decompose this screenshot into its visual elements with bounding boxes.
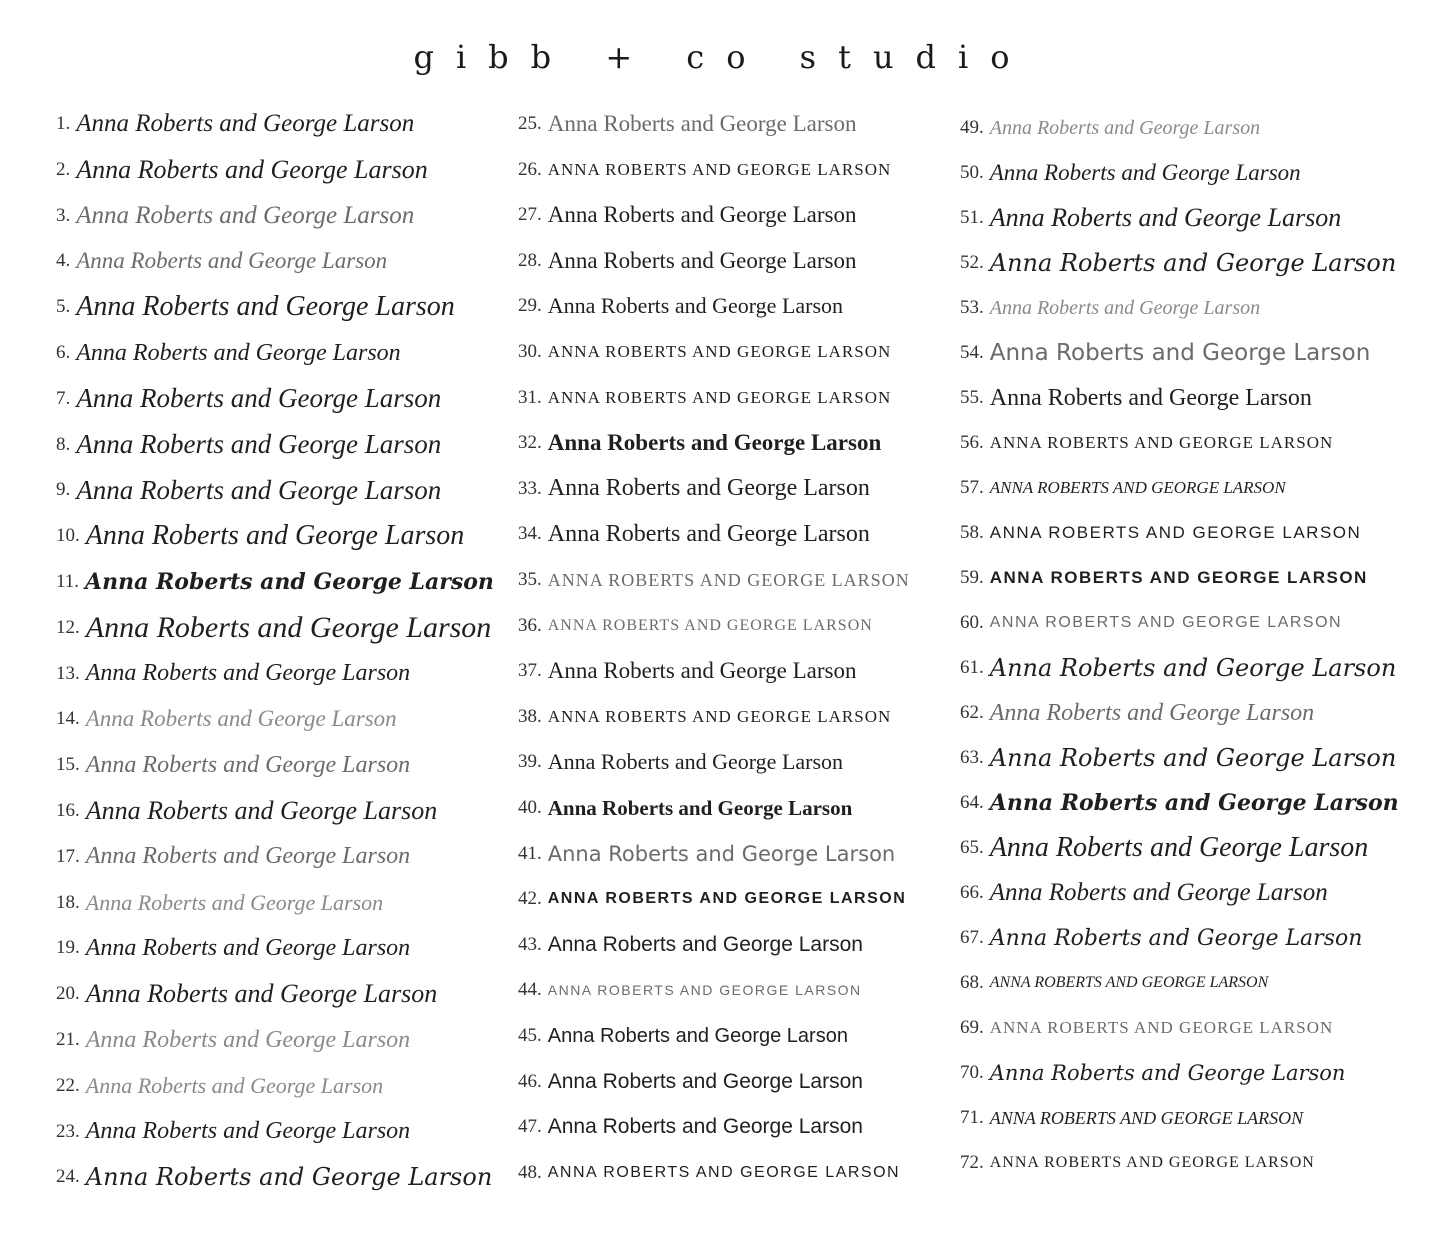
font-sample-text: Anna Roberts and George Larson [85, 979, 438, 1009]
font-sample-row [56, 974, 496, 1014]
font-sample-text: Anna Roberts and George Larson [76, 291, 455, 323]
font-sample-text: Anna Roberts and George Larson [85, 843, 411, 870]
font-sample-row [518, 1153, 918, 1193]
font-sample-row [56, 470, 496, 510]
font-number: 44. [518, 979, 542, 1001]
font-sample-text: Anna Roberts and George Larson [547, 293, 844, 319]
font-sample-text: Anna Roberts and George Larson [85, 569, 494, 595]
font-sample-text: Anna Roberts and George Larson [76, 154, 428, 184]
font-sample-row [518, 1062, 918, 1102]
font-sample-text: Anna Roberts and George Larson [547, 841, 896, 866]
font-number: 25. [518, 113, 542, 134]
font-sample-row [518, 651, 918, 691]
font-sample-row [960, 603, 1400, 643]
font-sample-row [518, 970, 918, 1010]
font-sample-row [56, 562, 496, 602]
font-sample-row [518, 423, 918, 463]
font-sample-text: ANNA ROBERTS AND GEORGE LARSON [989, 1018, 1334, 1037]
font-number: 49. [960, 117, 984, 138]
font-sample-text: Anna Roberts and George Larson [989, 744, 1397, 772]
font-sample-row [518, 104, 918, 144]
font-sample-text: Anna Roberts and George Larson [989, 832, 1369, 863]
font-sample-row [518, 241, 918, 281]
font-number: 28. [518, 249, 542, 271]
font-sample-row [518, 1016, 918, 1056]
font-sample-row [56, 745, 496, 785]
font-sample-text: Anna Roberts and George Larson [85, 751, 411, 778]
font-sample-row [518, 879, 918, 919]
font-sample-row [56, 196, 496, 236]
font-sample-row [56, 104, 496, 144]
font-sample-row [960, 378, 1400, 418]
font-sample-text: Anna Roberts and George Larson [989, 384, 1312, 411]
font-number: 41. [518, 842, 542, 864]
font-number: 45. [518, 1025, 542, 1046]
font-number: 6. [56, 342, 71, 363]
font-sample-text: Anna Roberts and George Larson [85, 610, 492, 644]
font-sample-row [518, 925, 918, 965]
font-sample-text: ANNA ROBERTS AND GEORGE LARSON [989, 614, 1343, 631]
font-sample-text: ANNA ROBERTS AND GEORGE LARSON [989, 523, 1362, 542]
font-sample-text: Anna Roberts and George Larson [989, 699, 1315, 726]
font-sample-row [56, 1112, 496, 1152]
font-number: 65. [960, 837, 984, 858]
font-sample-text: ANNA ROBERTS AND GEORGE LARSON [547, 159, 892, 179]
font-sample-text: Anna Roberts and George Larson [547, 202, 857, 228]
font-sample-text: Anna Roberts and George Larson [85, 660, 411, 687]
font-number: 21. [56, 1029, 80, 1050]
font-sample-text: Anna Roberts and George Larson [547, 795, 853, 820]
font-sample-row [56, 1157, 496, 1197]
font-sample-text: Anna Roberts and George Larson [989, 925, 1363, 951]
font-number: 71. [960, 1107, 984, 1128]
font-sample-text: Anna Roberts and George Larson [85, 1163, 493, 1192]
font-sample-text: ANNA ROBERTS AND GEORGE LARSON [547, 387, 892, 407]
font-number: 35. [518, 569, 542, 590]
font-sample-text: ANNA ROBERTS AND GEORGE LARSON [989, 478, 1286, 497]
font-sample-row [960, 198, 1400, 238]
font-sample-text: Anna Roberts and George Larson [85, 796, 438, 825]
font-sample-row [960, 873, 1400, 913]
font-number: 60. [960, 612, 984, 633]
font-sample-text: Anna Roberts and George Larson [989, 790, 1399, 816]
font-number: 27. [518, 204, 542, 226]
font-sample-row [960, 1053, 1400, 1093]
font-sample-row [56, 928, 496, 968]
font-sample-text: Anna Roberts and George Larson [989, 1061, 1346, 1085]
font-number: 16. [56, 800, 80, 821]
font-sample-row [960, 693, 1400, 733]
font-number: 46. [518, 1070, 542, 1092]
font-sample-row [960, 963, 1400, 1003]
font-sample-row [960, 648, 1400, 688]
font-number: 53. [960, 297, 984, 318]
font-number: 22. [56, 1074, 80, 1096]
font-sample-row [518, 332, 918, 372]
font-number: 5. [56, 296, 71, 318]
font-number: 11. [56, 571, 80, 592]
font-number: 39. [518, 751, 542, 773]
font-number: 48. [518, 1161, 542, 1183]
font-sample-text: Anna Roberts and George Larson [547, 430, 882, 456]
font-sample-text: Anna Roberts and George Larson [989, 116, 1261, 139]
font-number: 54. [960, 342, 984, 363]
font-sample-row [56, 287, 496, 327]
font-sample-text: Anna Roberts and George Larson [989, 296, 1261, 319]
font-sample-row [518, 514, 918, 554]
font-sample-text: Anna Roberts and George Larson [989, 654, 1397, 682]
font-sample-text: Anna Roberts and George Larson [85, 706, 397, 732]
font-number: 58. [960, 522, 984, 543]
font-sample-row [518, 697, 918, 737]
font-sample-text: Anna Roberts and George Larson [76, 383, 442, 414]
font-number: 69. [960, 1017, 984, 1038]
font-sample-row [56, 608, 496, 648]
font-number: 26. [518, 158, 542, 180]
font-sample-row [518, 606, 918, 646]
font-number: 23. [56, 1120, 80, 1142]
font-sample-text: Anna Roberts and George Larson [76, 474, 442, 505]
font-number: 34. [518, 523, 542, 545]
font-sample-text: Anna Roberts and George Larson [547, 1115, 863, 1139]
font-sample-text: ANNA ROBERTS AND GEORGE LARSON [547, 890, 907, 908]
font-sample-row [960, 153, 1400, 193]
font-number: 38. [518, 705, 542, 727]
font-sample-text: Anna Roberts and George Larson [76, 429, 442, 460]
font-number: 70. [960, 1062, 984, 1083]
font-sample-text: Anna Roberts and George Larson [85, 889, 384, 915]
font-sample-row [960, 243, 1400, 283]
font-number: 13. [56, 662, 80, 684]
font-sample-row [960, 783, 1400, 823]
font-number: 8. [56, 433, 71, 455]
font-sample-text: Anna Roberts and George Larson [85, 1118, 411, 1145]
font-sample-row [56, 837, 496, 877]
font-sample-text: Anna Roberts and George Larson [547, 475, 870, 502]
font-sample-row [960, 918, 1400, 958]
font-number: 50. [960, 162, 984, 183]
font-number: 29. [518, 295, 542, 317]
font-sample-row [960, 468, 1400, 508]
font-sample-row [518, 378, 918, 418]
font-sample-row [518, 742, 918, 782]
font-number: 15. [56, 754, 80, 776]
font-sample-row [960, 1008, 1400, 1048]
font-number: 43. [518, 933, 542, 955]
font-number: 72. [960, 1152, 984, 1173]
font-number: 40. [518, 797, 542, 818]
font-sample-text: Anna Roberts and George Larson [85, 1026, 411, 1053]
font-number: 12. [56, 616, 80, 638]
font-sample-text: Anna Roberts and George Larson [547, 932, 863, 956]
font-sample-text: Anna Roberts and George Larson [547, 749, 844, 775]
font-number: 7. [56, 387, 71, 409]
font-sample-text: ANNA ROBERTS AND GEORGE LARSON [989, 974, 1269, 991]
font-sample-text: Anna Roberts and George Larson [547, 111, 857, 136]
font-sample-text: ANNA ROBERTS AND GEORGE LARSON [547, 706, 892, 726]
font-sample-row [56, 654, 496, 694]
font-sample-text: Anna Roberts and George Larson [989, 203, 1342, 232]
font-sample-row [960, 108, 1400, 148]
font-sample-text: ANNA ROBERTS AND GEORGE LARSON [547, 569, 910, 590]
font-number: 1. [56, 113, 71, 134]
font-sample-row [56, 699, 496, 739]
font-sample-row [56, 425, 496, 465]
font-sample-text: ANNA ROBERTS AND GEORGE LARSON [989, 1154, 1315, 1171]
font-sample-row [960, 513, 1400, 553]
font-number: 56. [960, 432, 984, 453]
font-number: 33. [518, 477, 542, 499]
font-sample-row [518, 788, 918, 828]
font-sample-row [518, 560, 918, 600]
font-number: 31. [518, 386, 542, 408]
page-title: gibb + co studio [413, 38, 1032, 76]
font-sample-row [56, 1020, 496, 1060]
font-sample-text: Anna Roberts and George Larson [85, 934, 411, 961]
font-number: 66. [960, 882, 984, 903]
font-sample-row [960, 828, 1400, 868]
font-number: 61. [960, 657, 984, 678]
font-number: 51. [960, 207, 984, 228]
font-sample-row [960, 423, 1400, 463]
font-sample-row [960, 738, 1400, 778]
font-sample-text: ANNA ROBERTS AND GEORGE LARSON [547, 342, 892, 361]
font-sample-text: ANNA ROBERTS AND GEORGE LARSON [547, 1163, 901, 1181]
font-number: 68. [960, 972, 984, 993]
font-sample-text: Anna Roberts and George Larson [547, 1024, 848, 1047]
font-sample-text: ANNA ROBERTS AND GEORGE LARSON [547, 616, 873, 634]
font-number: 47. [518, 1116, 542, 1138]
font-sample-text: Anna Roberts and George Larson [547, 520, 870, 547]
font-sample-text: Anna Roberts and George Larson [989, 160, 1301, 185]
font-number: 14. [56, 708, 80, 730]
font-number: 55. [960, 387, 984, 408]
font-sample-row [518, 1107, 918, 1147]
font-sample-row [56, 791, 496, 831]
font-sample-row [56, 1066, 496, 1106]
font-sample-text: Anna Roberts and George Larson [547, 1069, 863, 1093]
font-number: 30. [518, 341, 542, 362]
font-number: 52. [960, 252, 984, 273]
font-number: 63. [960, 747, 984, 768]
font-sample-text: Anna Roberts and George Larson [547, 658, 857, 684]
font-number: 3. [56, 204, 71, 226]
font-sample-text: Anna Roberts and George Larson [85, 520, 465, 552]
font-sample-row [518, 834, 918, 874]
font-sample-text: ANNA ROBERTS AND GEORGE LARSON [989, 1107, 1304, 1128]
font-number: 10. [56, 525, 80, 547]
font-number: 20. [56, 983, 80, 1005]
font-number: 36. [518, 614, 542, 636]
font-number: 4. [56, 250, 71, 272]
font-sample-text: Anna Roberts and George Larson [76, 248, 388, 274]
font-number: 57. [960, 477, 984, 498]
font-number: 19. [56, 937, 80, 959]
font-sample-text: Anna Roberts and George Larson [989, 879, 1328, 906]
font-sample-row [56, 516, 496, 556]
font-sample-row [960, 1098, 1400, 1138]
font-number: 18. [56, 891, 80, 913]
font-sample-row [960, 288, 1400, 328]
font-sample-text: Anna Roberts and George Larson [76, 339, 401, 366]
font-number: 2. [56, 158, 71, 180]
font-sample-row [56, 379, 496, 419]
font-number: 59. [960, 567, 984, 588]
font-number: 67. [960, 927, 984, 948]
font-number: 24. [56, 1166, 80, 1188]
font-number: 64. [960, 792, 984, 813]
font-sample-text: Anna Roberts and George Larson [76, 201, 415, 229]
font-number: 32. [518, 432, 542, 454]
font-number: 62. [960, 702, 984, 723]
font-sample-row [56, 883, 496, 923]
font-sample-row [56, 241, 496, 281]
font-sample-row [518, 195, 918, 235]
font-sample-row [518, 469, 918, 509]
font-sample-row [56, 333, 496, 373]
font-number: 9. [56, 479, 71, 501]
font-sample-row [518, 150, 918, 190]
font-sample-text: ANNA ROBERTS AND GEORGE LARSON [547, 982, 862, 999]
font-sample-text: ANNA ROBERTS AND GEORGE LARSON [989, 568, 1368, 587]
font-sample-row [960, 1143, 1400, 1183]
font-sample-row [518, 286, 918, 326]
font-sample-text: Anna Roberts and George Larson [989, 249, 1397, 277]
font-sample-text: ANNA ROBERTS AND GEORGE LARSON [989, 433, 1334, 452]
font-number: 37. [518, 660, 542, 682]
font-sample-text: Anna Roberts and George Larson [85, 1072, 384, 1098]
font-number: 42. [518, 888, 542, 910]
font-sample-row [960, 333, 1400, 373]
font-number: 17. [56, 845, 80, 867]
font-sample-text: Anna Roberts and George Larson [547, 247, 857, 273]
font-sample-text: Anna Roberts and George Larson [989, 340, 1371, 366]
font-sample-text: Anna Roberts and George Larson [76, 110, 415, 137]
font-sample-row [56, 150, 496, 190]
font-sample-row [960, 558, 1400, 598]
